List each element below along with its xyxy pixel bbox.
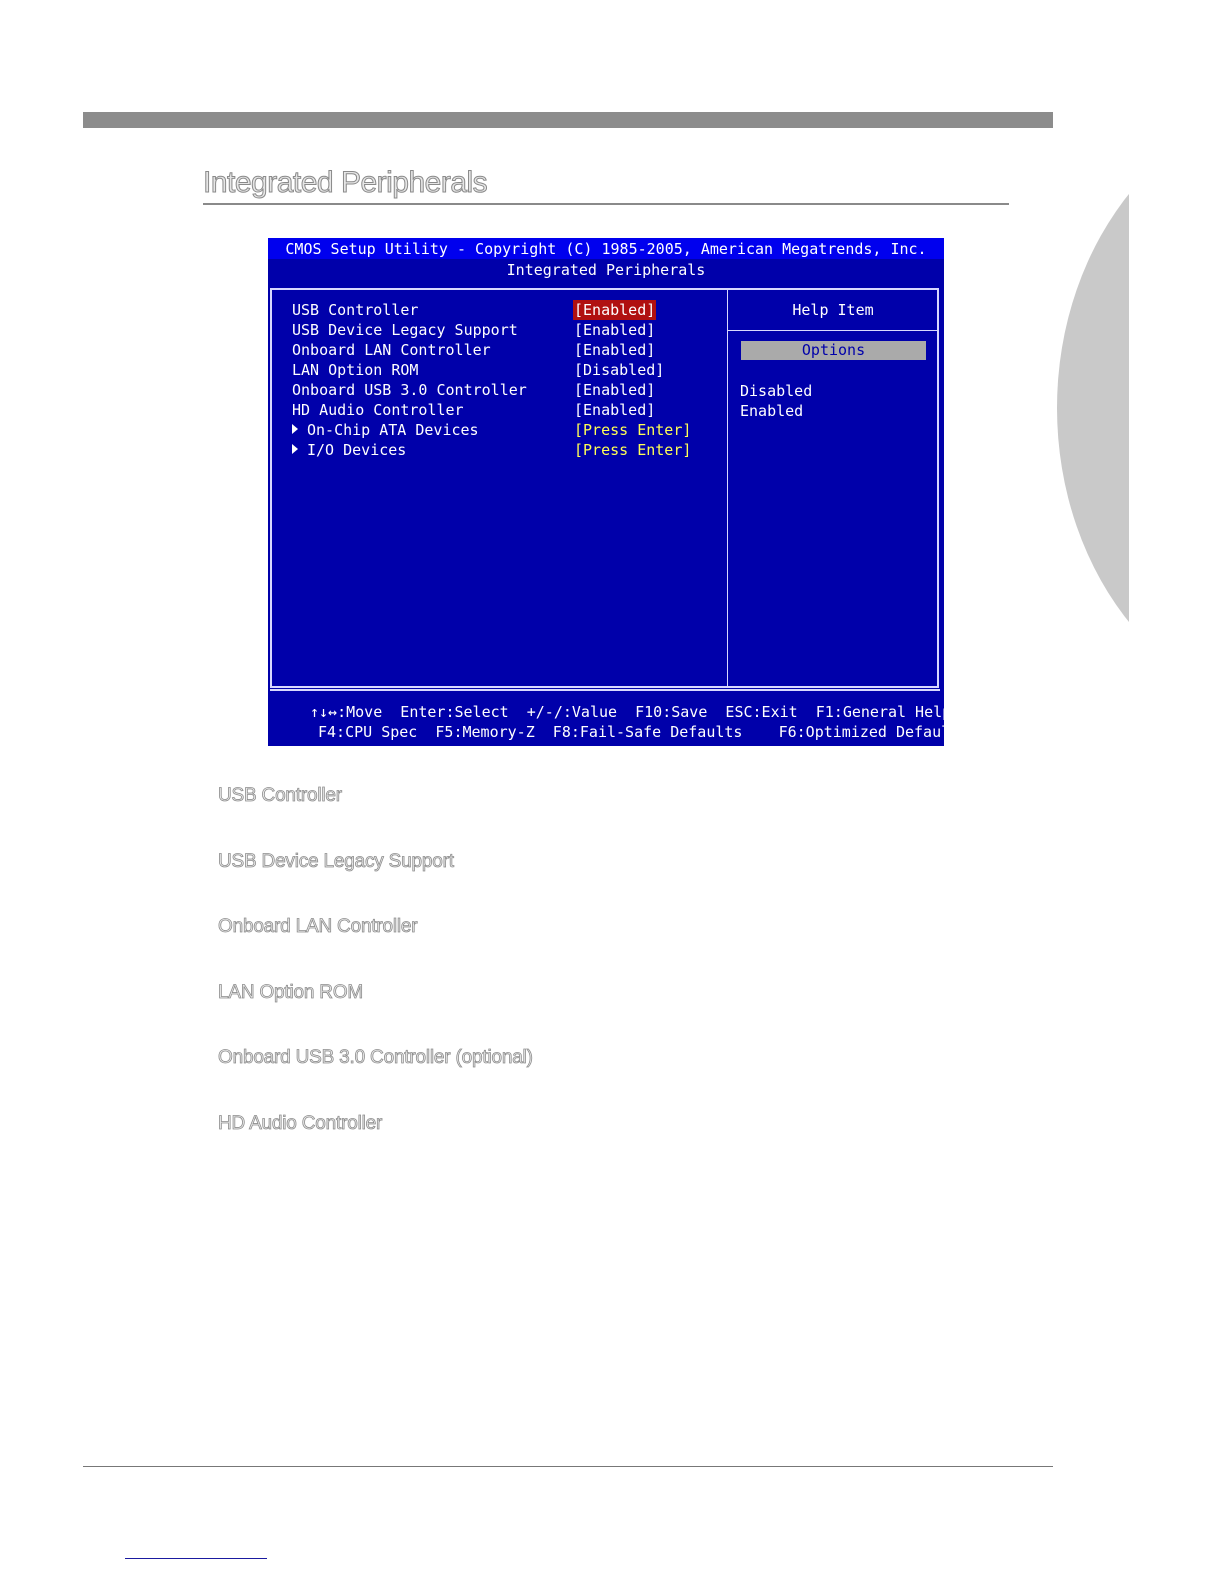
bios-item-label-wrapper — [292, 440, 406, 460]
option-disabled: Disabled — [740, 382, 813, 400]
bios-column-divider — [727, 290, 728, 688]
bios-item-lan-option-rom[interactable] — [292, 360, 722, 380]
bios-item-label: Onboard USB 3.0 Controller — [292, 381, 527, 399]
setting-heading-hd-audio: HD Audio Controller — [218, 1113, 383, 1134]
bios-item-hd-audio[interactable] — [292, 400, 722, 420]
bios-item-value[interactable]: [Press Enter] — [574, 441, 692, 459]
bios-item-label-wrapper — [292, 420, 479, 440]
help-item-title: Help Item — [792, 301, 874, 319]
title-underline — [203, 203, 1009, 205]
bios-item-usb3-controller[interactable] — [292, 380, 722, 400]
bios-header: CMOS Setup Utility - Copyright (C) 1985-2005, American Megatrends, Inc. — [268, 238, 944, 259]
submenu-arrow-icon — [292, 444, 298, 454]
bios-item-label: On-Chip ATA Devices — [307, 421, 479, 439]
help-divider — [728, 330, 938, 331]
bios-item-label: I/O Devices — [307, 441, 407, 459]
bios-item-label: USB Device Legacy Support — [292, 321, 518, 339]
option-enabled: Enabled — [740, 402, 804, 420]
bios-item-usb-legacy[interactable] — [292, 320, 722, 340]
bios-item-label: HD Audio Controller — [292, 401, 464, 419]
bios-item-onchip-ata[interactable] — [292, 420, 722, 440]
bios-item-label: USB Controller — [292, 301, 419, 319]
bios-item-value[interactable]: [Enabled] — [574, 401, 656, 419]
page-margin — [1129, 80, 1224, 740]
footer-divider — [270, 689, 940, 691]
bios-item-label: Onboard LAN Controller — [292, 341, 491, 359]
bios-item-value[interactable]: [Enabled] — [574, 341, 656, 359]
footer-keys-line-2: F4:CPU Spec F5:Memory-Z F8:Fail-Safe Defaults F6:Optimized Defaults — [318, 723, 969, 741]
setting-heading-usb-legacy: USB Device Legacy Support — [218, 851, 454, 872]
top-header-bar — [83, 112, 1053, 128]
bios-item-value[interactable]: [Press Enter] — [574, 421, 692, 439]
bios-item-value[interactable]: [Enabled] — [574, 301, 656, 319]
bios-item-usb-controller[interactable] — [292, 300, 722, 320]
page-title: Integrated Peripherals — [203, 166, 488, 199]
setting-heading-usb-controller: USB Controller — [218, 785, 342, 806]
setting-heading-onboard-lan: Onboard LAN Controller — [218, 916, 418, 937]
setting-heading-lan-option-rom: LAN Option ROM — [218, 982, 364, 1003]
bios-item-io-devices[interactable] — [292, 440, 722, 460]
bios-item-label: LAN Option ROM — [292, 361, 419, 379]
bios-item-value[interactable]: [Enabled] — [574, 381, 656, 399]
bios-item-onboard-lan[interactable] — [292, 340, 722, 360]
bios-screenshot — [268, 238, 969, 746]
corner-accent-line — [125, 1558, 267, 1559]
options-label: Options — [741, 341, 926, 360]
bios-item-value[interactable]: [Enabled] — [574, 321, 656, 339]
footer-keys-line-1: ↑↓↔:Move Enter:Select +/-/:Value F10:Save ESC:Exit F1:General Help — [310, 703, 952, 721]
submenu-arrow-icon — [292, 424, 298, 434]
footer-rule — [83, 1466, 1053, 1467]
setting-heading-usb3-controller: Onboard USB 3.0 Controller (optional) — [218, 1047, 533, 1068]
bios-subheader: Integrated Peripherals — [506, 261, 706, 279]
bios-item-value[interactable]: [Disabled] — [574, 361, 665, 379]
